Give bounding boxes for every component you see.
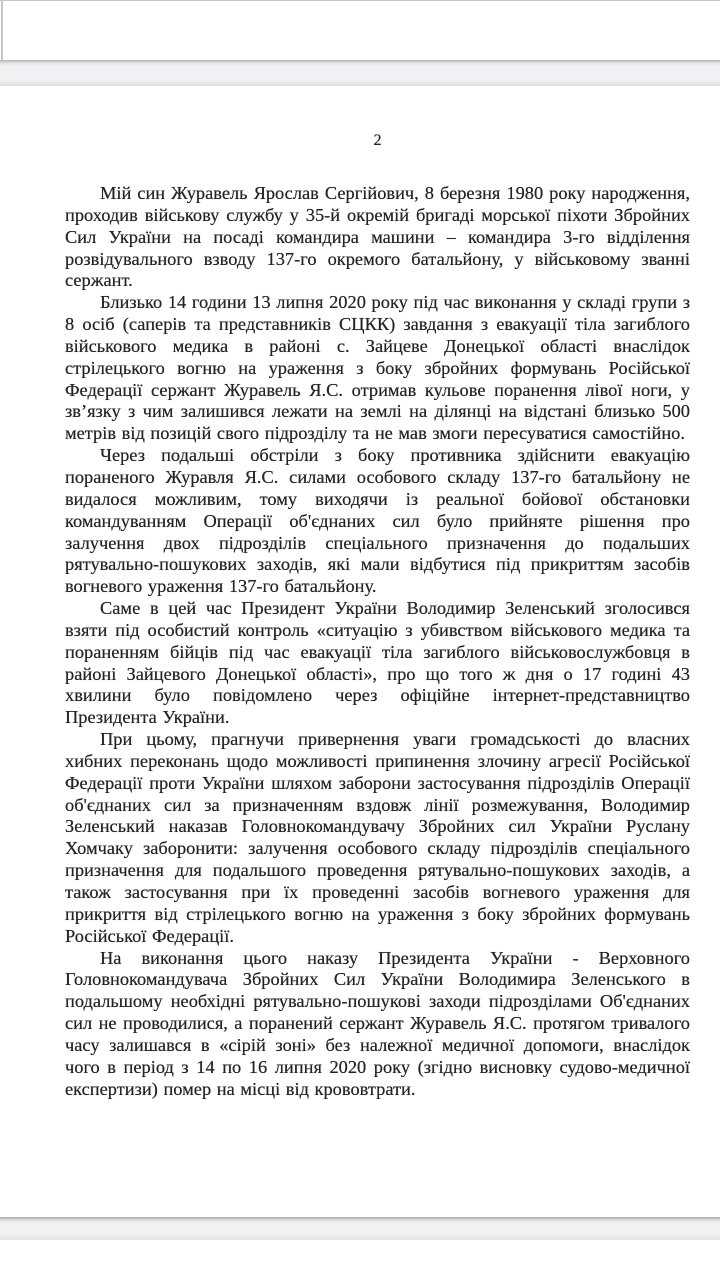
previous-page-bottom	[0, 1, 720, 60]
document-body	[65, 183, 690, 1100]
page-gap-bottom	[0, 1217, 720, 1240]
paragraph-rescue-decision: Через подальші обстріли з боку противника здійснити евакуацію пораненого Журавля Я.С. силами особового складу 137-го батальйону не видалося можливим, тому виходячи із реальної бойової обстановки командуванням Операції об'єднаних сил було прийняте рішення про залучення двох підрозділів спеціального призначення до подальших рятувально-пошукових заходів, які мали відбутися під прикриттям засобів вогневого ураження 137-го батальйону.	[65, 445, 690, 597]
paragraph-president-statement: Саме в цей час Президент України Володимир Зеленський зголосився взяти під особистий контроль «ситуацію з убивством військового медика та пораненням бійців під час евакуації тіла загиблого військовослужбовця в районі Зайцевого Донецької області», про що того ж дня о 17 годині 43 хвилини було повідомлено через офіційне інтернет-представництво Президента України.	[65, 598, 690, 728]
paragraph-service-record: Мій син Журавель Ярослав Сергійович, 8 березня 1980 року народження, проходив військову службу у 35-й окремій бригаді морської піхоти Збройних Сил України на посаді командира машини – командира 3-го відділення розвідувального взводу 137-го окремого батальйону, у військовому званні сержант.	[65, 183, 690, 291]
next-page-top	[0, 1240, 720, 1280]
previous-page-left-border	[1, 1, 3, 60]
document-page	[0, 86, 720, 1217]
paragraph-death-outcome: На виконання цього наказу Президента України - Верховного Головнокомандувача Збройних Сил України Володимира Зеленського в подальшому необхідні рятувально-пошукові заходи підрозділами Об'єднаних сил не проводилися, а поранений сержант Журавель Я.С. протягом тривалого часу залишався в «сірій зоні» без належної медичної допомоги, внаслідок чого в період з 14 по 16 липня 2020 року (згідно висновку судово-медичної експертизи) помер на місці від крововтрати.	[65, 947, 690, 1099]
paragraph-prohibition-order: При цьому, прагнучи привернення уваги громадськості до власних хибних переконань щодо можливості припинення злочину агресії Російської Федерації проти України шляхом заборони застосування підрозділів Операції об'єднаних сил за призначенням вздовж лінії розмежування, Володимир Зеленський наказав Головнокомандувачу Збройних сил України Руслану Хомчаку заборонити: залучення особового складу підрозділів спеціального призначення для подальшого проведення рятувально-пошукових заходів, а також застосування при їх проведенні засобів вогневого ураження для прикриття від стрілецького вогню на ураження з боку збройних формувань Російської Федерації.	[65, 729, 690, 946]
paragraph-wounding-incident: Близько 14 години 13 липня 2020 року під час виконання у складі групи з 8 осіб (саперів та представників СЦКК) завдання з евакуації тіла загиблого військового медика в районі с. Зайцеве Донецької області внаслідок стрілецького вогню на ураження з боку збройних формувань Російської Федерації сержант Журавель Я.С. отримав кульове поранення лівої ноги, у зв’язку з чим залишився лежати на землі на ділянці на відстані близько 500 метрів від позицій свого підрозділу та не мав змоги пересуватися самостійно.	[65, 292, 690, 444]
page-gap-top	[0, 60, 720, 86]
page-number: 2	[373, 132, 382, 149]
